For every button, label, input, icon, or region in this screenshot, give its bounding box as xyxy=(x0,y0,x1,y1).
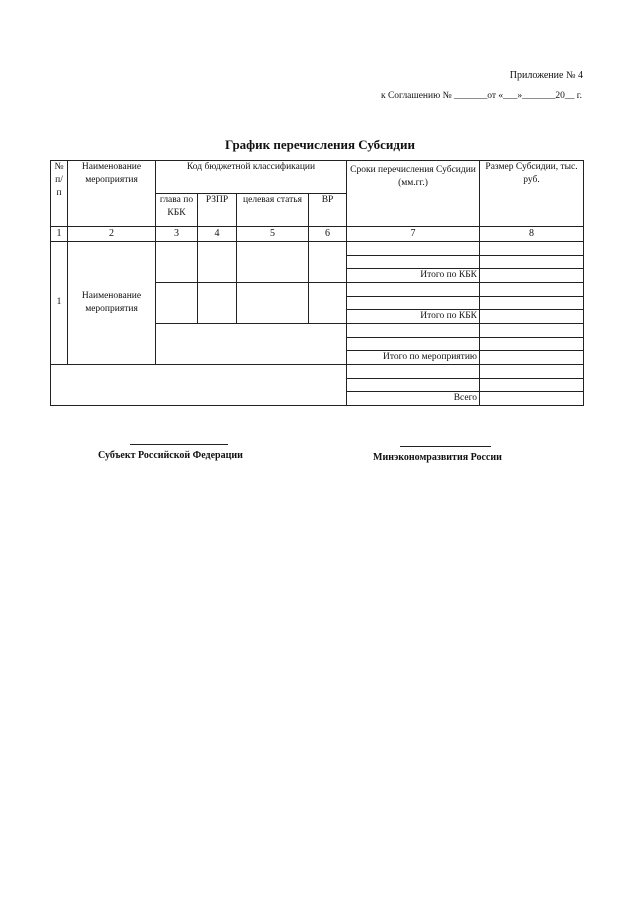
amount-cell xyxy=(480,268,584,282)
amount-cell xyxy=(480,255,584,268)
header-cell-subsidy-amount: Размер Субсидии, тыс. руб. xyxy=(480,161,584,227)
term-cell xyxy=(347,364,480,378)
kbk-empty-block xyxy=(156,323,347,364)
subtotal-event-label: Итого по мероприятию xyxy=(347,350,480,364)
column-number: 5 xyxy=(237,227,309,242)
amount-cell xyxy=(480,296,584,309)
header-cell-event-name: Наименование мероприятия xyxy=(68,161,156,227)
header-cell-transfer-terms: Сроки перечисления Субсидии (мм.гг.) xyxy=(347,161,480,227)
header-cell-budget-classification: Код бюджетной классификации xyxy=(156,161,347,194)
term-cell xyxy=(347,378,480,391)
kbk-rzpr-cell xyxy=(198,282,237,323)
right-signature-line xyxy=(400,446,491,447)
row-event-name: Наименование мероприятия xyxy=(68,241,156,364)
column-number: 2 xyxy=(68,227,156,242)
left-signatory-label: Субъект Российской Федерации xyxy=(98,450,243,461)
amount-cell xyxy=(480,378,584,391)
grand-total-label: Всего xyxy=(347,391,480,405)
amount-cell xyxy=(480,323,584,337)
total-empty-block xyxy=(51,364,347,405)
kbk-vr-cell xyxy=(309,282,347,323)
column-number: 4 xyxy=(198,227,237,242)
schedule-table xyxy=(50,160,584,406)
column-number: 6 xyxy=(309,227,347,242)
amount-cell xyxy=(480,241,584,255)
annex-label: Приложение № 4 xyxy=(509,70,583,81)
kbk-glava-cell xyxy=(156,282,198,323)
term-cell xyxy=(347,296,480,309)
term-cell xyxy=(347,323,480,337)
subtotal-kbk-label: Итого по КБК xyxy=(347,268,480,282)
column-number: 1 xyxy=(51,227,68,242)
header-cell-number: № п/п xyxy=(51,161,68,227)
agreement-reference: к Соглашению № _______от «___»_______20__ г. xyxy=(380,91,582,101)
subtotal-kbk-label: Итого по КБК xyxy=(347,309,480,323)
header-cell-target-article: целевая статья xyxy=(237,194,309,227)
kbk-target-cell xyxy=(237,241,309,282)
amount-cell xyxy=(480,391,584,405)
amount-cell xyxy=(480,364,584,378)
amount-cell xyxy=(480,337,584,350)
amount-cell xyxy=(480,350,584,364)
term-cell xyxy=(347,255,480,268)
kbk-rzpr-cell xyxy=(198,241,237,282)
header-cell-vr: ВР xyxy=(309,194,347,227)
column-number-row xyxy=(51,227,584,242)
table-row xyxy=(51,364,584,378)
column-number: 3 xyxy=(156,227,198,242)
column-number: 7 xyxy=(347,227,480,242)
term-cell xyxy=(347,282,480,296)
amount-cell xyxy=(480,309,584,323)
right-signatory-label: Минэкономразвития России xyxy=(373,452,502,463)
left-signature-line xyxy=(130,444,228,445)
term-cell xyxy=(347,337,480,350)
row-number: 1 xyxy=(51,241,68,364)
header-cell-rzpr: РЗПР xyxy=(198,194,237,227)
kbk-vr-cell xyxy=(309,241,347,282)
kbk-target-cell xyxy=(237,282,309,323)
table-header-row xyxy=(51,161,584,194)
amount-cell xyxy=(480,282,584,296)
kbk-glava-cell xyxy=(156,241,198,282)
header-cell-glava: глава по КБК xyxy=(156,194,198,227)
column-number: 8 xyxy=(480,227,584,242)
page-title: График перечисления Субсидии xyxy=(225,137,415,152)
term-cell xyxy=(347,241,480,255)
table-row xyxy=(51,241,584,255)
